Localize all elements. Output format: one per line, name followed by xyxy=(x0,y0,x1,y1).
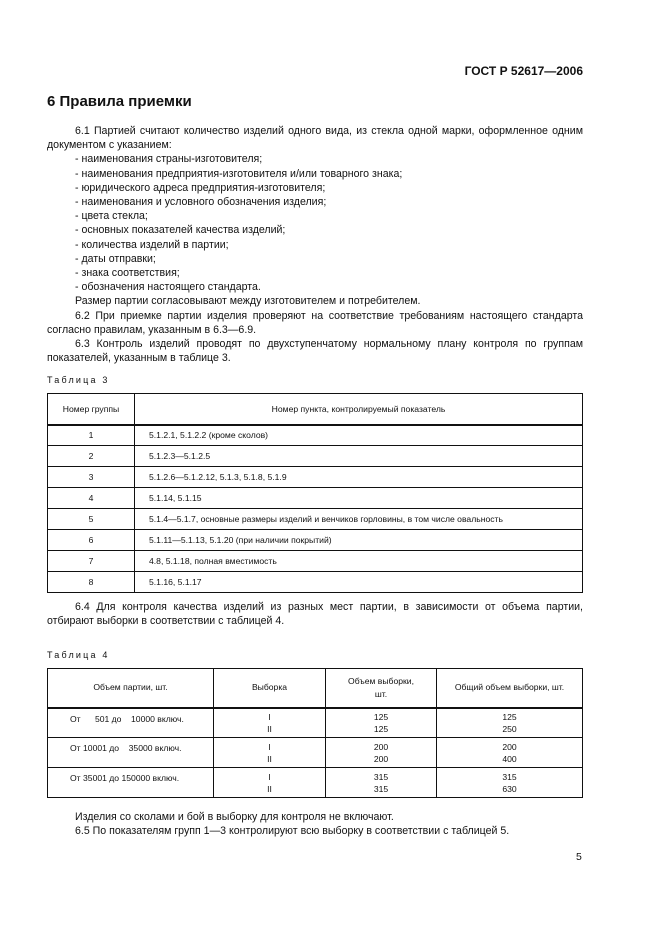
list-item: - наименования страны-изготовителя; xyxy=(75,153,263,166)
indicator: 5.1.2.3—5.1.2.5 xyxy=(135,446,583,467)
lot-size: От 10001 до 35000 включ. xyxy=(48,738,214,768)
indicator: 5.1.2.1, 5.1.2.2 (кроме сколов) xyxy=(135,425,583,446)
document-header: ГОСТ Р 52617—2006 xyxy=(464,64,583,78)
bullet-list xyxy=(47,152,583,294)
sample-size: 315 315 xyxy=(326,768,437,798)
list-item: - наименования предприятия-изготовителя и/или товарного знака; xyxy=(75,167,403,180)
table-4-caption: Таблица 4 xyxy=(47,650,110,660)
indicator: 5.1.11—5.1.13, 5.1.20 (при наличии покрытий) xyxy=(135,530,583,551)
table-header: Объем выборки, шт. xyxy=(326,669,437,708)
body-block-end xyxy=(47,810,583,838)
table-row xyxy=(48,738,583,768)
list-item: - знака соответствия; xyxy=(75,267,180,280)
paragraph-6-3: 6.3 Контроль изделий проводят по двухступенчатому нормальному плану контроля по группам показателей, указанным в таблице 3. xyxy=(47,338,583,365)
table-row xyxy=(48,768,583,798)
paragraph-6-4-text: 6.4 Для контроля качества изделий из разных мест партии, в зависимости от объема партии, отбирают выборки в соответствии с таблицей 4. xyxy=(47,601,583,628)
table-header: Номер группы xyxy=(48,394,135,425)
list-item: - даты отправки; xyxy=(75,252,156,265)
sample-size: 125 125 xyxy=(326,708,437,738)
paragraph-chips: Изделия со сколами и бой в выборку для контроля не включают. xyxy=(75,811,394,823)
table-row xyxy=(48,488,583,509)
paragraph-6-1: 6.1 Партией считают количество изделий одного вида, из стекла одной марки, оформленное одним документом с указанием: xyxy=(47,125,583,152)
group-number: 2 xyxy=(48,446,135,467)
body-block-1 xyxy=(47,124,583,365)
table-row xyxy=(48,425,583,446)
table-row xyxy=(48,708,583,738)
table-row xyxy=(48,530,583,551)
group-number: 5 xyxy=(48,509,135,530)
total-sample-size: 315 630 xyxy=(437,768,583,798)
sample: I II xyxy=(214,768,326,798)
list-item: - цвета стекла; xyxy=(75,210,148,223)
list-item: - юридического адреса предприятия-изготовителя; xyxy=(75,181,326,194)
table-row xyxy=(48,467,583,488)
sample: I II xyxy=(214,708,326,738)
table-header: Выборка xyxy=(214,669,326,708)
table-header: Объем партии, шт. xyxy=(48,669,214,708)
total-sample-size: 200 400 xyxy=(437,738,583,768)
paragraph-6-5: 6.5 По показателям групп 1—3 контролируют всю выборку в соответствии с таблицей 5. xyxy=(75,825,510,838)
indicator: 5.1.14, 5.1.15 xyxy=(135,488,583,509)
table-row xyxy=(48,446,583,467)
table-4 xyxy=(47,668,583,798)
table-header: Общий объем выборки, шт. xyxy=(437,669,583,708)
indicator: 5.1.4—5.1.7, основные размеры изделий и венчиков горловины, в том числе овальность xyxy=(135,509,583,530)
paragraph-6-4 xyxy=(47,600,583,628)
total-sample-size: 125 250 xyxy=(437,708,583,738)
sample: I II xyxy=(214,738,326,768)
list-item: - обозначения настоящего стандарта. xyxy=(75,281,261,294)
list-item: - наименования и условного обозначения изделия; xyxy=(75,196,327,209)
lot-size: От 35001 до 150000 включ. xyxy=(48,768,214,798)
paragraph-6-2: 6.2 При приемке партии изделия проверяют на соответствие требованиям настоящего стандарта согласно правилам, указанным в 6.3—6.9. xyxy=(47,309,583,336)
table-3 xyxy=(47,393,583,593)
table-header: Номер пункта, контролируемый показатель xyxy=(135,394,583,425)
table-row xyxy=(48,551,583,572)
group-number: 3 xyxy=(48,467,135,488)
table-row xyxy=(48,572,583,593)
indicator: 4.8, 5.1.18, полная вместимость xyxy=(135,551,583,572)
sample-size: 200 200 xyxy=(326,738,437,768)
page-number: 5 xyxy=(576,851,582,863)
group-number: 4 xyxy=(48,488,135,509)
lot-size: От 501 до 10000 включ. xyxy=(48,708,214,738)
section-title: 6 Правила приемки xyxy=(47,93,192,110)
paragraph-lot-size: Размер партии согласовывают между изготовителем и потребителем. xyxy=(75,295,421,308)
group-number: 6 xyxy=(48,530,135,551)
group-number: 8 xyxy=(48,572,135,593)
indicator: 5.1.16, 5.1.17 xyxy=(135,572,583,593)
group-number: 7 xyxy=(48,551,135,572)
list-item: - основных показателей качества изделий; xyxy=(75,224,286,237)
list-item: - количества изделий в партии; xyxy=(75,238,229,251)
indicator: 5.1.2.6—5.1.2.12, 5.1.3, 5.1.8, 5.1.9 xyxy=(135,467,583,488)
table-row xyxy=(48,509,583,530)
table-3-caption: Таблица 3 xyxy=(47,375,110,385)
group-number: 1 xyxy=(48,425,135,446)
